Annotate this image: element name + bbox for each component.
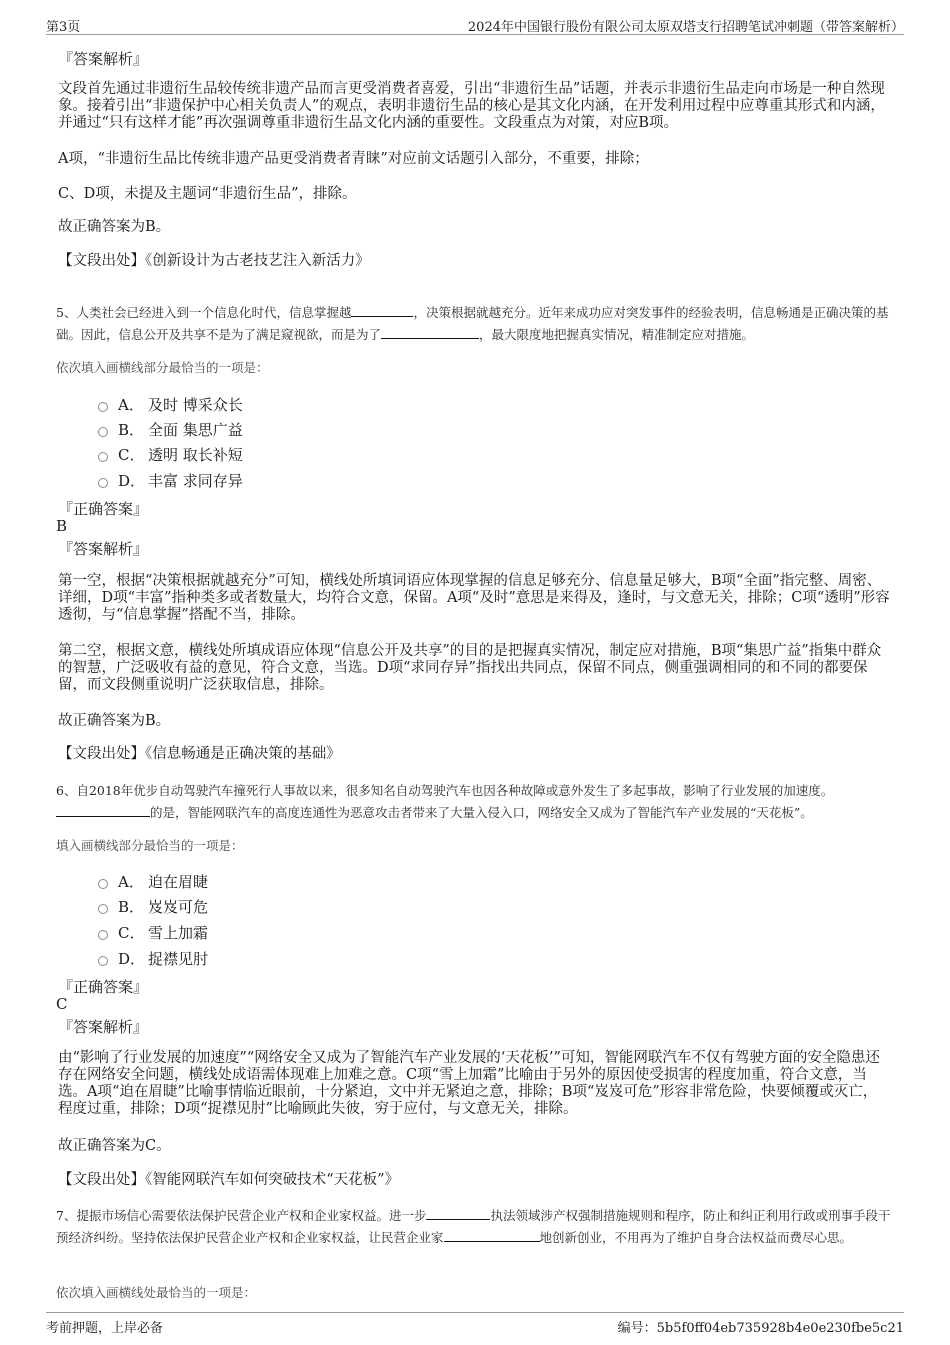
q7-blank-2 [444, 1241, 540, 1242]
q4-explain-p2: A项，“非遗衍生品比传统非遗产品更受消费者青睐”对应前文话题引入部分，不重要，排除； [58, 151, 649, 167]
q5-stem-part3: ，最大限度地把握真实情况，精准制定应对措施。 [479, 327, 755, 342]
q6-stem [56, 780, 896, 824]
q6-stem-part2: 的是，智能网联汽车的高度连通性为恶意攻击者带来了大量入侵入口，网络安全又成为了智能汽车产业发展的“天花板”。 [150, 805, 813, 820]
q7-stem-part3: 地创新创业，不用再为了维护自身合法权益而费尽心思。 [539, 1230, 853, 1245]
radio-icon[interactable] [98, 402, 108, 412]
q5-blank-2 [381, 338, 479, 339]
q6-instruction: 填入画横线部分最恰当的一项是： [56, 838, 244, 853]
q5-blank-1 [351, 316, 413, 317]
q6-explain-label: 『答案解析』 [58, 1018, 149, 1036]
radio-icon[interactable] [98, 904, 108, 914]
q6-answer: C [56, 995, 68, 1013]
q4-source: 【文段出处】《创新设计为古老技艺注入新活力》 [58, 253, 370, 269]
q6-option-a[interactable]: A． 迫在眉睫 [98, 871, 208, 891]
q4-explain-p3: C、D项，未提及主题词“非遗衍生品”，排除。 [58, 186, 357, 202]
q5-explain-label: 『答案解析』 [58, 540, 149, 558]
q7-stem-part1: 7、提振市场信心需要依法保护民营企业产权和企业家权益。进一步 [56, 1208, 427, 1223]
q7-stem [56, 1205, 896, 1249]
q6-answer-label: 『正确答案』 [58, 978, 149, 996]
q5-answer: B [56, 517, 68, 535]
page-footer [46, 1312, 904, 1335]
q5-stem [56, 302, 896, 346]
q7-blank-1 [426, 1219, 490, 1220]
radio-icon[interactable] [98, 956, 108, 966]
q5-option-a[interactable]: A． 及时 博采众长 [98, 394, 243, 414]
q5-stem-part2: ，决策根据就越充分。近年来成功应对突发事件的经验表明，信息畅通是正确决策的基础。因此，信息公开及共享不是为了满足窥视欲，而是为了 [56, 305, 889, 342]
q6-conclusion: 故正确答案为C。 [58, 1138, 171, 1154]
document-id: 编号：5b5f0ff04eb735928b4e0e230fbe5c21 [617, 1321, 904, 1336]
q6-stem-part1: 6、自2018年优步自动驾驶汽车撞死行人事故以来，很多知名自动驾驶汽车也因各种故障或意外发生了多起事故，影响了行业发展的加速度。 [56, 783, 834, 798]
q6-option-c[interactable]: C． 雪上加霜 [98, 922, 208, 942]
q6-explain-p1: 由“影响了行业发展的加速度”“网络安全又成为了智能汽车产业发展的‘天花板’”可知，智能网联汽车不仅有驾驶方面的安全隐患还存在网络安全问题，横线处成语需体现难上加难之意。C项“雪上加霜”比喻由于另外的原因使受损害的程度加重，符合文意，当选。A项“迫在眉睫”比喻事情临近眼前，十分紧迫，文中并无紧迫之意，排除；B项“岌岌可危”形容非常危险，快要倾覆或灭亡，程度过重，排除；D项“捉襟见肘”比喻顾此失彼，穷于应付，与文意无关，排除。 [58, 1050, 880, 1117]
radio-icon[interactable] [98, 427, 108, 437]
q5-option-d[interactable]: D． 丰富 求同存异 [98, 470, 243, 490]
q5-explain-p2: 第二空，根据文意，横线处所填成语应体现“信息公开及共享”的目的是把握真实情况，制定应对措施，B项“集思广益”指集中群众的智慧，广泛吸收有益的意见，符合文意，当选。D项“求同存异”指找出共同点，保留不同点，侧重强调相同的和不同的都要保留，而文段侧重说明广泛获取信息，排除。 [58, 643, 882, 693]
q5-option-c[interactable]: C． 透明 取长补短 [98, 444, 243, 464]
q7-stem-part2: 执法领域涉产权强制措施规则和程序，防止和纠正利用行政或刑事手段干预经济纠纷。坚持依法保护民营企业产权和企业家权益，让民营企业家 [56, 1208, 891, 1245]
radio-icon[interactable] [98, 478, 108, 488]
q6-option-b[interactable]: B． 岌岌可危 [98, 896, 208, 916]
radio-icon[interactable] [98, 452, 108, 462]
page-header [46, 14, 904, 35]
q4-explain-p1: 文段首先通过非遗衍生品较传统非遗产品而言更受消费者喜爱，引出“非遗衍生品”话题，并表示非遗衍生品走向市场是一种自然现象。接着引出“非遗保护中心相关负责人”的观点，表明非遗衍生品的核心是其文化内涵，在开发利用过程中应尊重其形式和内涵，并通过“只有这样才能”再次强调尊重非遗衍生品文化内涵的重要性。文段重点为对策，对应B项。 [58, 81, 885, 131]
q6-source: 【文段出处】《智能网联汽车如何突破技术“天花板”》 [58, 1172, 400, 1188]
q5-answer-label: 『正确答案』 [58, 500, 149, 518]
q5-option-b[interactable]: B． 全面 集思广益 [98, 419, 243, 439]
q5-stem-part1: 5、人类社会已经进入到一个信息化时代，信息掌握越 [56, 305, 352, 320]
page-number: 第3页 [46, 20, 81, 35]
q4-conclusion: 故正确答案为B。 [58, 219, 171, 235]
q5-source: 【文段出处】《信息畅通是正确决策的基础》 [58, 746, 341, 762]
q5-instruction: 依次填入画横线部分最恰当的一项是： [56, 360, 269, 375]
q6-option-d[interactable]: D． 捉襟见肘 [98, 948, 208, 968]
q5-conclusion: 故正确答案为B。 [58, 713, 171, 729]
document-title: 2024年中国银行股份有限公司太原双塔支行招聘笔试冲刺题（带答案解析） [467, 20, 904, 35]
q6-blank [56, 816, 150, 817]
q7-instruction: 依次填入画横线处最恰当的一项是： [56, 1285, 257, 1300]
q4-explain-label: 『答案解析』 [58, 50, 149, 68]
q5-explain-p1: 第一空，根据“决策根据就越充分”可知，横线处所填词语应体现掌握的信息足够充分、信息量足够大，B项“全面”指完整、周密、详细，D项“丰富”指种类多或者数量大，均符合文意，保留。A项“及时”意思是来得及，逢时，与文意无关，排除；C项“透明”形容透彻，与“信息掌握”搭配不当，排除。 [58, 573, 890, 623]
radio-icon[interactable] [98, 879, 108, 889]
radio-icon[interactable] [98, 930, 108, 940]
footer-slogan: 考前押题，上岸必备 [46, 1321, 164, 1336]
